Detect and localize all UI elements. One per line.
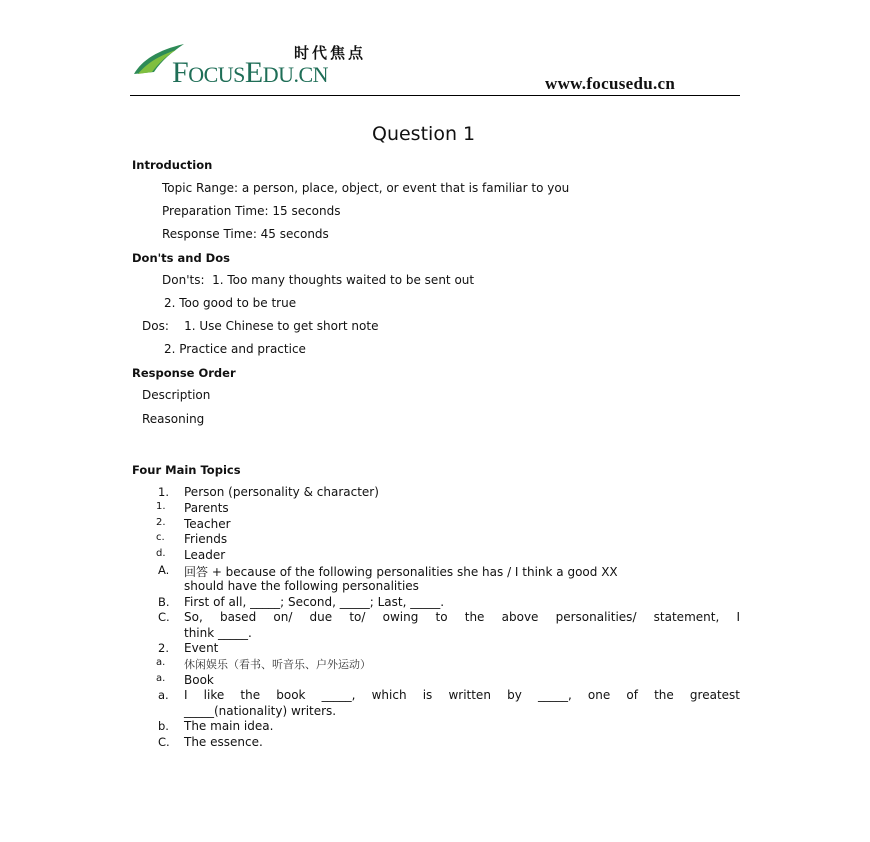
- list-marker: C.: [158, 610, 170, 624]
- list-marker: A.: [158, 563, 170, 577]
- list-item: 回答 + because of the following personalities she has / I think a good XX: [184, 565, 618, 579]
- list-item-continuation: _____(nationality) writers.: [184, 704, 337, 718]
- list-item-continuation: think _____.: [184, 626, 252, 640]
- list-marker: B.: [158, 595, 170, 609]
- list-item: The essence.: [184, 735, 263, 749]
- response-time-text: Response Time: 45 seconds: [162, 227, 329, 241]
- preparation-time-text: Preparation Time: 15 seconds: [162, 204, 341, 218]
- response-order-item: Reasoning: [142, 412, 205, 426]
- list-item: Friends: [184, 532, 228, 546]
- donts-dos-heading: Don'ts and Dos: [132, 251, 230, 265]
- list-marker: d.: [156, 548, 166, 559]
- list-marker: a.: [156, 657, 166, 668]
- list-item: Book: [184, 673, 214, 687]
- list-marker: 2.: [158, 641, 169, 655]
- list-item: So, based on/ due to/ owing to the above personalities/ statement, I: [184, 610, 740, 624]
- dos-line-1: Dos: 1. Use Chinese to get short note: [142, 319, 379, 333]
- response-order-heading: Response Order: [132, 366, 236, 380]
- four-main-topics-heading: Four Main Topics: [132, 463, 241, 477]
- list-item: Teacher: [184, 517, 231, 531]
- list-marker: 1.: [158, 485, 169, 499]
- list-item: Event: [184, 641, 219, 655]
- list-marker: 2.: [156, 517, 166, 528]
- list-marker: 1.: [156, 501, 166, 512]
- list-item: The main idea.: [184, 719, 274, 733]
- list-marker: c.: [156, 532, 165, 543]
- list-marker: a.: [158, 688, 169, 702]
- logo-english-text: FOCUSEDU.CN: [172, 56, 329, 89]
- introduction-heading: Introduction: [132, 158, 213, 172]
- topic-range-text: Topic Range: a person, place, object, or event that is familiar to you: [162, 181, 570, 195]
- website-url: www.focusedu.cn: [545, 74, 676, 93]
- list-item-continuation: should have the following personalities: [184, 579, 419, 593]
- logo-chinese-text: 时代焦点: [294, 44, 367, 62]
- list-marker: C.: [158, 735, 170, 749]
- response-order-item: Description: [142, 388, 211, 402]
- list-marker: a.: [156, 673, 166, 684]
- focusedu-logo: [132, 42, 382, 90]
- list-marker: b.: [158, 719, 169, 733]
- dos-line-2: 2. Practice and practice: [164, 342, 306, 356]
- list-item: First of all, _____; Second, _____; Last, _____.: [184, 595, 445, 609]
- donts-line-1: Don'ts: 1. Too many thoughts waited to be sent out: [162, 273, 475, 287]
- list-item: 休闲娱乐（看书、听音乐、户外运动）: [184, 658, 371, 671]
- list-item: I like the book _____, which is written by _____, one of the greatest: [184, 688, 740, 702]
- list-item: Leader: [184, 548, 226, 562]
- donts-line-2: 2. Too good to be true: [164, 296, 297, 310]
- list-item: Person (personality & character): [184, 485, 379, 499]
- page-title: Question 1: [372, 123, 476, 145]
- header-divider: [130, 95, 740, 96]
- list-item: Parents: [184, 501, 229, 515]
